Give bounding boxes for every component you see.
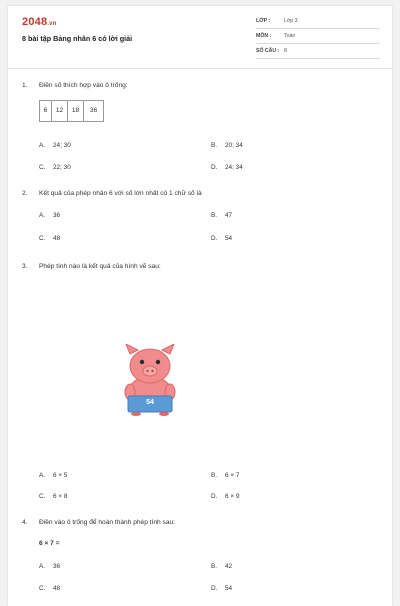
option-letter: D. bbox=[211, 585, 218, 592]
pig-eye-left bbox=[140, 360, 144, 364]
option-value: 47 bbox=[225, 212, 233, 219]
option-value: 6 × 7 bbox=[225, 472, 240, 479]
q2-option-b[interactable] bbox=[211, 212, 232, 219]
q3-option-c[interactable] bbox=[39, 493, 67, 500]
option-value: 36 bbox=[53, 212, 61, 219]
meta-grade bbox=[256, 16, 380, 29]
meta-count bbox=[256, 46, 380, 59]
question-text: Phép tính nào là kết quả của hình vẽ sau: bbox=[39, 263, 161, 270]
option-value: 42 bbox=[225, 563, 233, 570]
q4-option-a[interactable] bbox=[39, 563, 60, 570]
pig-nostril bbox=[151, 370, 153, 372]
meta-subject bbox=[256, 31, 380, 44]
option-value: 24; 34 bbox=[225, 164, 243, 171]
option-value: 54 bbox=[225, 235, 233, 242]
worksheet-header bbox=[8, 6, 392, 69]
site-logo[interactable] bbox=[22, 16, 57, 28]
option-letter: C. bbox=[39, 235, 46, 242]
option-letter: A. bbox=[39, 472, 46, 479]
number-sequence-table bbox=[39, 100, 104, 122]
option-letter: B. bbox=[211, 212, 218, 219]
option-letter: B. bbox=[211, 563, 218, 570]
option-value: 6 × 5 bbox=[53, 472, 68, 479]
question-number: 2. bbox=[22, 190, 28, 197]
option-value: 22; 30 bbox=[53, 164, 71, 171]
q4-option-b[interactable] bbox=[211, 563, 232, 570]
question-text: Điền số thích hợp vào ô trống: bbox=[39, 82, 128, 89]
option-letter: A. bbox=[39, 142, 46, 149]
q4-option-d[interactable] bbox=[211, 585, 232, 592]
pig-ear-left bbox=[126, 344, 138, 354]
pig-ear-right bbox=[162, 344, 174, 354]
sequence-cell: 18 bbox=[68, 101, 84, 121]
option-letter: C. bbox=[39, 164, 46, 171]
pig-eye-right bbox=[156, 360, 160, 364]
q2-option-a[interactable] bbox=[39, 212, 60, 219]
q2-option-d[interactable] bbox=[211, 235, 232, 242]
question-number: 1. bbox=[22, 82, 28, 89]
page-title: 8 bài tập Bảng nhân 6 có lời giải bbox=[22, 34, 133, 43]
question-text: Kết quả của phép nhân 6 với số lớn nhất có 1 chữ số là bbox=[39, 190, 202, 197]
q1-option-d[interactable] bbox=[211, 164, 243, 171]
q3-option-b[interactable] bbox=[211, 472, 239, 479]
pig-foot-right bbox=[159, 412, 169, 416]
option-letter: A. bbox=[39, 563, 46, 570]
sequence-cell: 12 bbox=[52, 101, 68, 121]
option-value: 54 bbox=[225, 585, 233, 592]
meta-count-key: SỐ CÂU : bbox=[256, 48, 280, 54]
pig-sign-number: 54 bbox=[146, 399, 154, 406]
q3-option-a[interactable] bbox=[39, 472, 67, 479]
option-value: 48 bbox=[53, 585, 61, 592]
pig-holding-sign-icon bbox=[118, 344, 182, 416]
meta-subject-key: MÔN : bbox=[256, 33, 272, 39]
sequence-cell: 6 bbox=[40, 101, 52, 121]
option-letter: D. bbox=[211, 164, 218, 171]
meta-subject-value: Toán bbox=[284, 33, 296, 39]
option-letter: C. bbox=[39, 493, 46, 500]
q3-option-d[interactable] bbox=[211, 493, 239, 500]
q1-option-b[interactable] bbox=[211, 142, 243, 149]
question-number: 3. bbox=[22, 263, 28, 270]
option-value: 6 × 9 bbox=[225, 493, 240, 500]
option-letter: B. bbox=[211, 472, 218, 479]
question-text: Điền vào ô trống để hoàn thành phép tính sau: bbox=[39, 519, 176, 526]
logo-sub-text: .vn bbox=[47, 21, 57, 27]
q1-option-a[interactable] bbox=[39, 142, 71, 149]
option-value: 6 × 8 bbox=[53, 493, 68, 500]
math-expression: 6 × 7 = bbox=[39, 540, 60, 547]
q1-option-c[interactable] bbox=[39, 164, 71, 171]
meta-grade-key: LỚP : bbox=[256, 18, 271, 24]
q2-option-c[interactable] bbox=[39, 235, 60, 242]
worksheet-page bbox=[8, 6, 392, 606]
pig-nostril bbox=[146, 370, 148, 372]
logo-main-text: 2048 bbox=[22, 16, 48, 28]
q4-option-c[interactable] bbox=[39, 585, 60, 592]
option-value: 24; 30 bbox=[53, 142, 71, 149]
option-value: 36 bbox=[53, 563, 61, 570]
meta-count-value: 8 bbox=[284, 48, 287, 54]
meta-grade-value: Lớp 3 bbox=[284, 18, 298, 24]
question-number: 4. bbox=[22, 519, 28, 526]
pig-foot-left bbox=[131, 412, 141, 416]
sequence-cell: 36 bbox=[89, 107, 98, 114]
option-letter: B. bbox=[211, 142, 218, 149]
option-letter: D. bbox=[211, 493, 218, 500]
option-letter: D. bbox=[211, 235, 218, 242]
option-letter: C. bbox=[39, 585, 46, 592]
pig-snout bbox=[143, 366, 157, 376]
option-letter: A. bbox=[39, 212, 46, 219]
option-value: 48 bbox=[53, 235, 61, 242]
option-value: 20; 34 bbox=[225, 142, 243, 149]
